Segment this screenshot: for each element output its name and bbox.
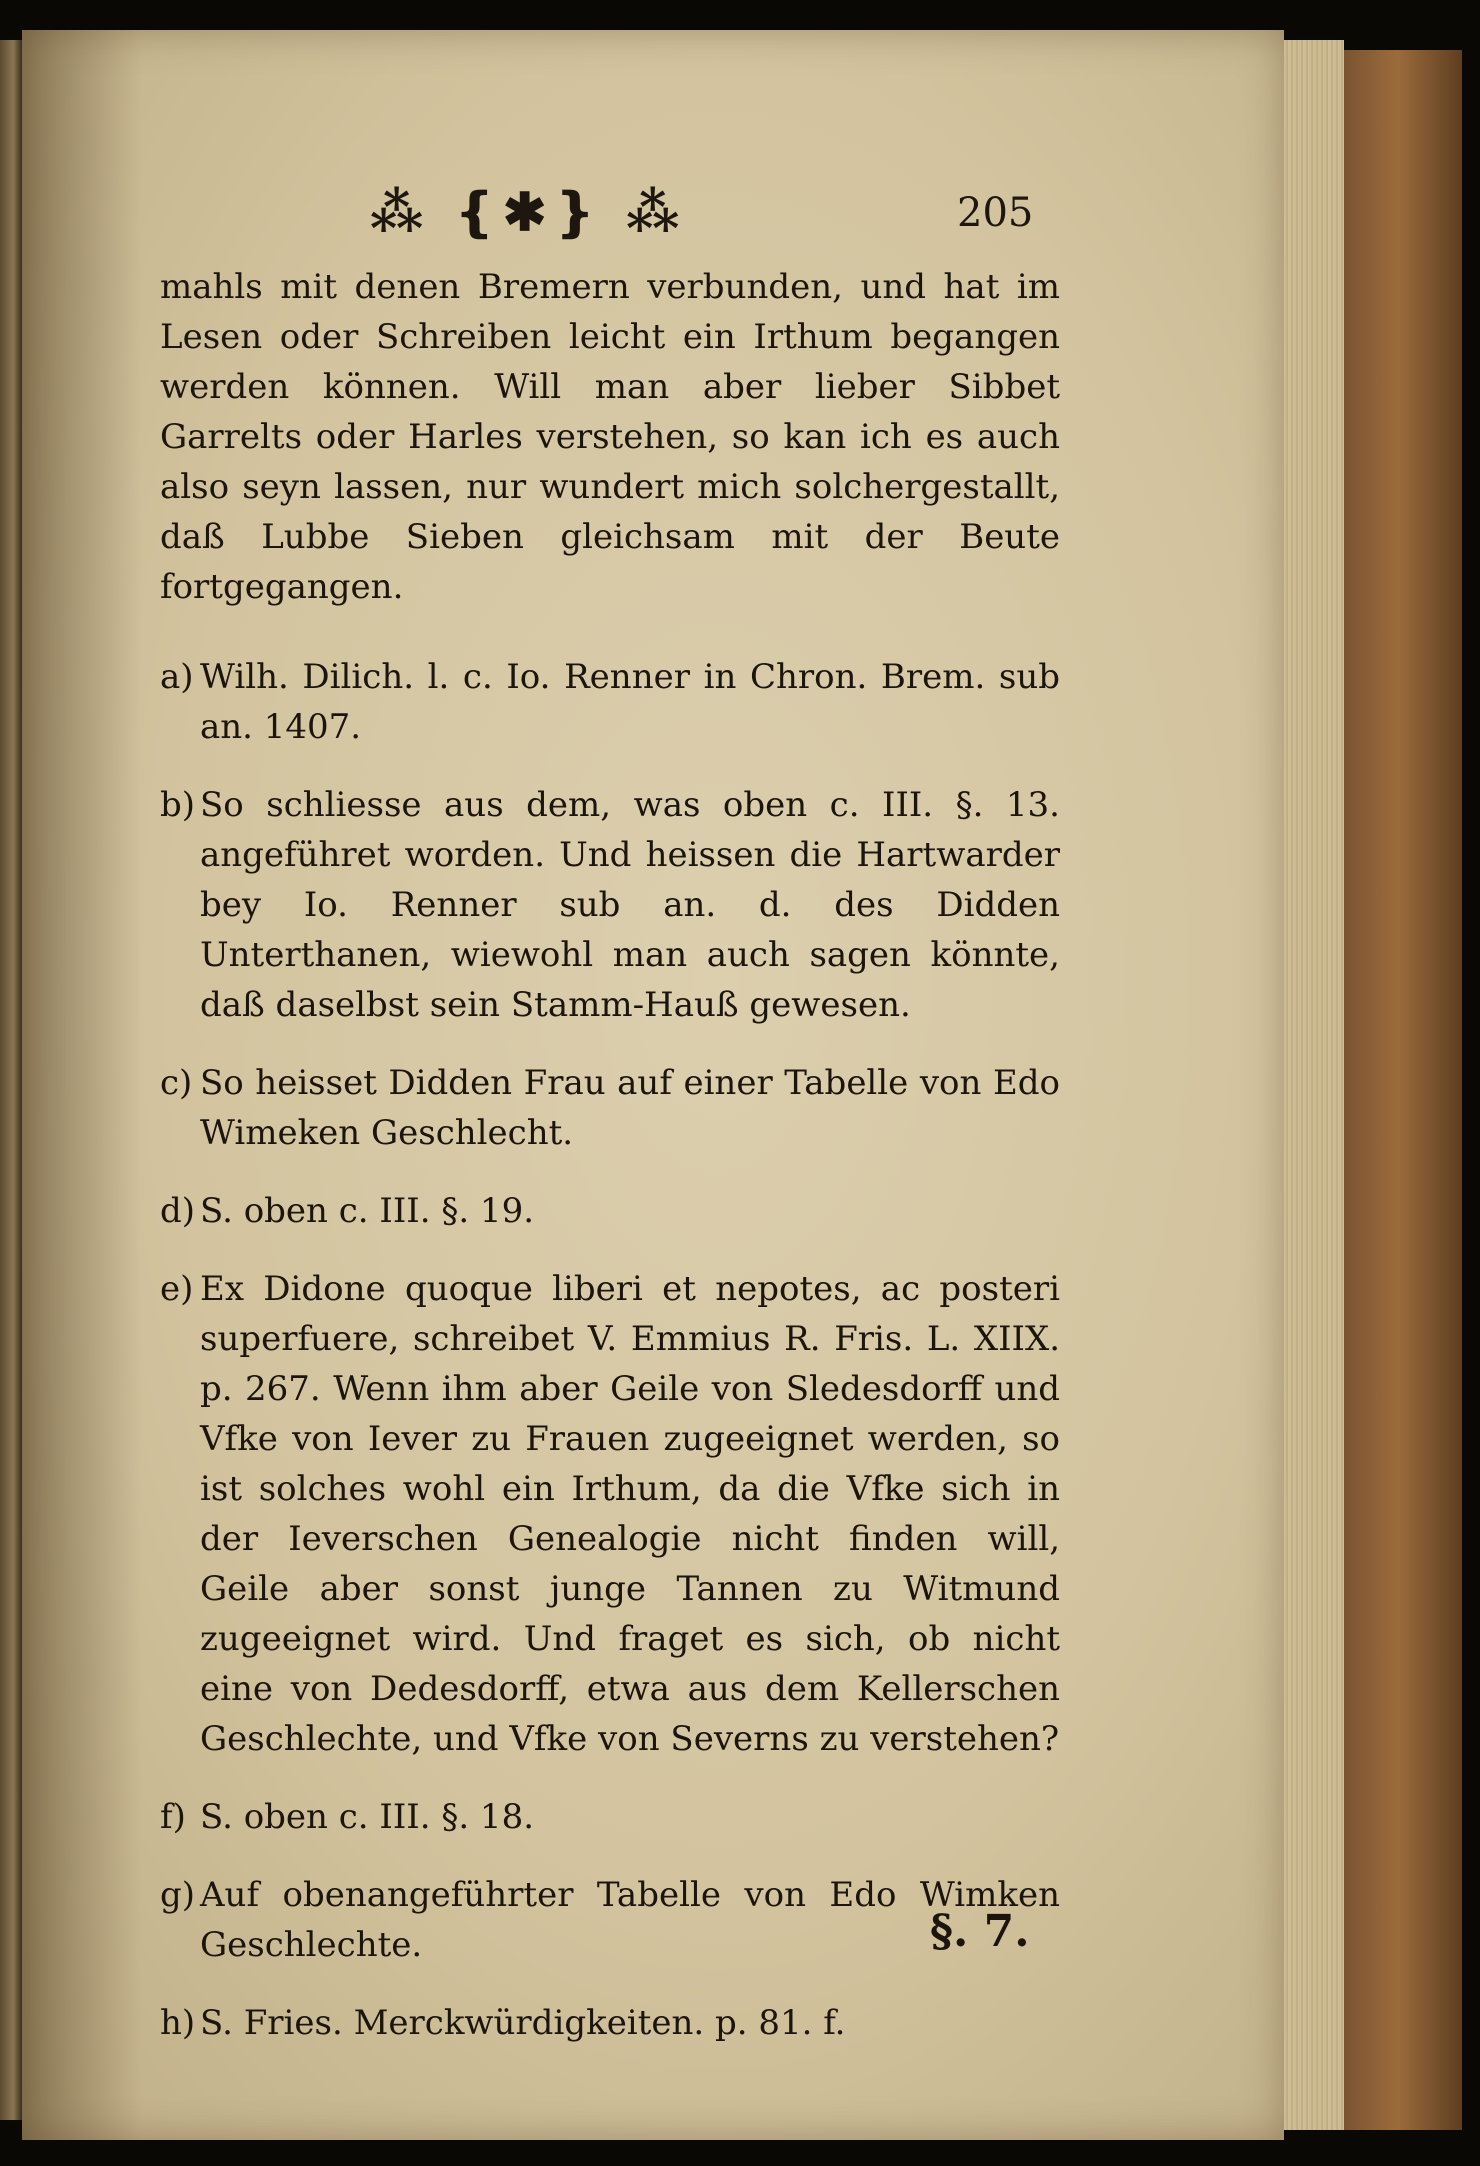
footnote-marker: g) [160, 1875, 196, 1915]
footnote-c [160, 1058, 1060, 1158]
footnote-a [160, 652, 1060, 752]
footnote-e [160, 1264, 1060, 1764]
footnote-marker: e) [160, 1269, 194, 1309]
footnote-marker: h) [160, 2003, 196, 2043]
page-fore-edge [1284, 40, 1344, 2130]
footnote-marker: c) [160, 1063, 193, 1103]
footnote-text: Wilh. Dilich. l. c. Io. Renner in Chron. Brem. sub an. 1407. [200, 657, 1060, 747]
footnote-d [160, 1186, 1060, 1236]
footnote-text: So heisset Didden Frau auf einer Tabelle von Edo Wimeken Geschlecht. [200, 1063, 1060, 1153]
catchword: §. 7. [930, 1906, 1030, 1957]
footnote-marker: d) [160, 1191, 196, 1231]
footnote-text: S. oben c. III. §. 19. [200, 1191, 535, 1231]
footnote-text: S. oben c. III. §. 18. [200, 1797, 535, 1837]
footnote-marker: a) [160, 657, 194, 697]
footnote-b [160, 780, 1060, 1030]
footnote-h [160, 1998, 1060, 2048]
page-gutter-shadow [22, 30, 142, 2140]
footnote-f [160, 1792, 1060, 1842]
footnote-marker: b) [160, 785, 196, 825]
text-block [160, 262, 1060, 2048]
header-ornament: ⁂ ❴✱❵ ⁂ [370, 182, 686, 243]
footnote-g [160, 1870, 1060, 1970]
running-header [370, 178, 1070, 248]
left-page-edge [0, 40, 22, 2120]
page-number: 205 [957, 190, 1034, 236]
footnote-text: Ex Didone quoque liberi et nepotes, ac posteri superfuere, schreibet V. Emmius R. Fris. L. XIIX. p. 267. Wenn ihm aber Geile von Sledesdorff und Vfke von Iever zu Frauen zugeeignet werden, so ist solches wohl ein Irthum, da die Vfke sich in der Ieverschen Genealogie nicht finden will, Geile aber sonst junge Tannen zu Witmund zugeeignet wird. Und fraget es sich, ob nicht eine von Dedesdorff, etwa aus dem Kellerschen Geschlechte, und Vfke von Severns zu verstehen? [200, 1269, 1060, 1759]
book-cover-board [1344, 50, 1462, 2130]
body-paragraph: mahls mit denen Bremern verbunden, und hat im Lesen oder Schreiben leicht ein Irthum begangen werden können. Will man aber lieber Sibbet Garrelts oder Harles verstehen, so kan ich es auch also seyn lassen, nur wundert mich solchergestallt, daß Lubbe Sieben gleichsam mit der Beute fortgegangen. [160, 267, 1060, 607]
footnote-text: So schliesse aus dem, was oben c. III. §. 13. angeführet worden. Und heissen die Hartwarder bey Io. Renner sub an. d. des Didden Unterthanen, wiewohl man auch sagen könnte, daß daselbst sein Stamm-Hauß gewesen. [200, 785, 1060, 1025]
footnote-text: Auf obenangeführter Tabelle von Edo Wimken Geschlechte. [200, 1875, 1060, 1965]
footnote-marker: f) [160, 1797, 186, 1837]
footnote-text: S. Fries. Merckwürdigkeiten. p. 81. f. [200, 2003, 846, 2043]
